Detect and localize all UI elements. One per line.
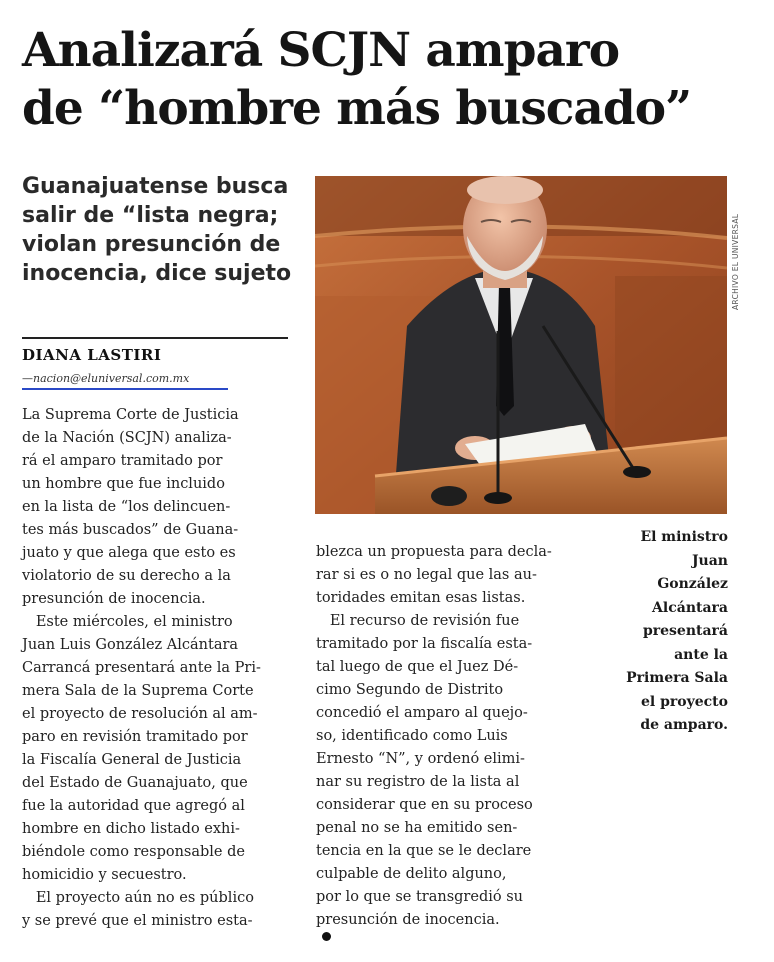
body-line: tes más buscados” de Guana-	[22, 522, 239, 538]
subhead-line: salir de “lista negra;	[22, 203, 279, 228]
caption-line: de amparo.	[640, 717, 728, 733]
body-line: nar su registro de la lista al	[316, 774, 520, 790]
caption-line: presentará	[642, 623, 728, 639]
body-line: rar si es o no legal que las au-	[316, 567, 537, 583]
caption-line: el proyecto	[641, 693, 728, 710]
body-line: fue la autoridad que agregó al	[22, 798, 245, 814]
body-line: hombre en dicho listado exhi-	[22, 821, 240, 837]
caption-line: González	[657, 576, 728, 592]
author-email-link[interactable]: —nacion@eluniversal.com.mx	[22, 372, 190, 385]
subhead-line: violan presunción de	[22, 232, 281, 257]
body-line: rá el amparo tramitado por	[22, 453, 223, 469]
body-column-1	[22, 404, 292, 933]
body-line: presunción de inocencia.	[316, 912, 500, 928]
body-line: la Fiscalía General de Justicia	[22, 752, 242, 768]
body-line: y se prevé que el ministro esta-	[22, 913, 253, 929]
body-line: toridades emitan esas listas.	[316, 590, 526, 606]
body-line: tencia en la que se le declare	[316, 843, 532, 859]
headline-line: Analizará SCJN amparo	[22, 23, 620, 78]
body-line: El recurso de revisión fue	[316, 613, 520, 629]
body-line: La Suprema Corte de Justicia	[22, 407, 239, 423]
body-line: concedió el amparo al quejo-	[316, 705, 528, 721]
body-line: de la Nación (SCJN) analiza-	[22, 430, 232, 446]
body-column-2	[316, 541, 582, 941]
body-line: so, identificado como Luis	[316, 728, 508, 744]
body-line: penal no se ha emitido sen-	[316, 820, 518, 836]
subheadline	[22, 172, 292, 288]
body-line: biéndole como responsable de	[22, 844, 245, 860]
article-photo	[315, 176, 727, 514]
body-line: cimo Segundo de Distrito	[316, 682, 504, 698]
body-line: considerar que en su proceso	[316, 797, 533, 813]
body-line: juato y que alega que esto es	[22, 545, 236, 561]
photo-caption	[600, 526, 728, 738]
body-line: Ernesto “N”, y ordenó elimi-	[316, 751, 525, 767]
body-line: en la lista de “los delincuen-	[22, 499, 231, 515]
body-line: violatorio de su derecho a la	[22, 568, 231, 584]
headline-line: de “hombre más buscado”	[22, 81, 692, 136]
body-line: culpable de delito alguno,	[316, 866, 507, 882]
byline-divider	[22, 337, 288, 339]
body-line: paro en revisión tramitado por	[22, 729, 248, 745]
caption-line: Juan	[691, 552, 728, 569]
subhead-line: Guanajuatense busca	[22, 174, 289, 199]
body-last-line	[316, 909, 582, 941]
body-line: del Estado de Guanajuato, que	[22, 775, 248, 791]
body-line: el proyecto de resolución al am-	[22, 706, 258, 722]
caption-line: ante la	[674, 646, 728, 663]
body-line: tal luego de que el Juez Dé-	[316, 659, 519, 675]
body-line: Carrancá presentará ante la Pri-	[22, 660, 261, 676]
body-line: presunción de inocencia.	[22, 591, 206, 607]
author-name: DIANA LASTIRI	[22, 346, 162, 364]
photo-credit: ARCHIVO EL UNIVERSAL	[731, 213, 740, 310]
body-line: blezca un propuesta para decla-	[316, 544, 552, 560]
headline	[22, 22, 762, 138]
body-line: por lo que se transgredió su	[316, 889, 523, 905]
body-line: mera Sala de la Suprema Corte	[22, 683, 254, 699]
body-line: tramitado por la fiscalía esta-	[316, 636, 533, 652]
body-line: El proyecto aún no es público	[22, 890, 254, 906]
email-underline	[22, 388, 228, 390]
end-of-article-bullet-icon	[322, 932, 331, 941]
subhead-line: inocencia, dice sujeto	[22, 261, 292, 286]
body-line: Este miércoles, el ministro	[22, 614, 233, 630]
body-line: homicidio y secuestro.	[22, 867, 187, 883]
caption-line: Alcántara	[652, 599, 728, 616]
caption-line: El ministro	[640, 529, 728, 545]
body-line: Juan Luis González Alcántara	[22, 637, 239, 653]
body-line: un hombre que fue incluido	[22, 476, 225, 492]
caption-line: Primera Sala	[626, 670, 728, 686]
